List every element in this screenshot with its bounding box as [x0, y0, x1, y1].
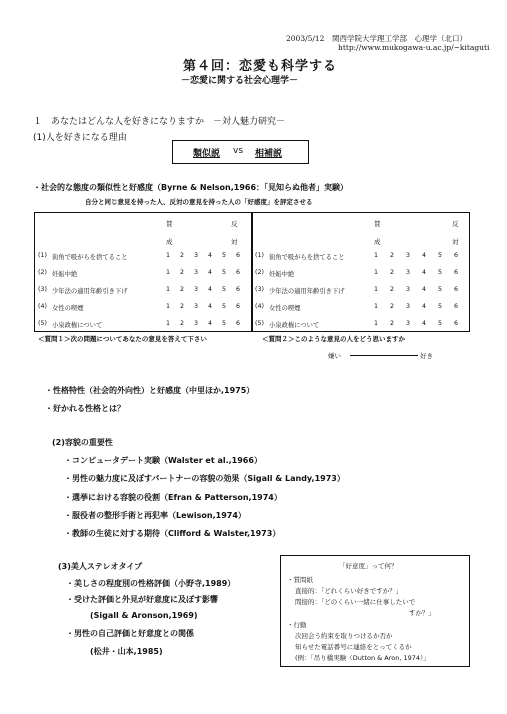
page-title: 第４回：恋愛も科学する: [183, 59, 338, 74]
table-row: (4) 女性の喫煙 1 2 3 4 5 6: [38, 303, 241, 312]
col-head-disagree: 反: [231, 220, 238, 228]
question-2: ＜質問２＞このような意見の人をどう思いますか: [262, 335, 405, 343]
table-row: (3) 少年法の適用年齢引き下げ 1 2 3 4 5 6: [255, 286, 459, 295]
subsection-3-heading: (3)美人ステレオタイプ: [58, 562, 143, 571]
list-item-citation: (松井・山本,1985): [90, 647, 163, 656]
list-item: ・男性の魅力度に及ぼすパートナーの容貌の効果（Sigall & Landy,1973）: [64, 474, 345, 483]
table-row: (4) 女性の喫煙 1 2 3 4 5 6: [255, 303, 459, 312]
header-url: http://www.mukogawa-u.ac.jp/~kitaguti: [338, 43, 490, 52]
likability-line: 知らせた電話番号に連絡をとってくるか: [295, 643, 412, 651]
list-item: ・コンピュータデート実験（Walster et al.,1966）: [64, 456, 262, 465]
list-item: ・選挙における容貌の役割（Efran & Patterson,1974）: [64, 493, 282, 502]
questionnaire-table-left: [34, 212, 253, 332]
list-item: ・男性の自己評価と好意度との関係: [66, 629, 194, 638]
list-item: ・服役者の整形手術と再犯率（Lewison,1974）: [64, 511, 246, 520]
question-1: ＜質問１＞次の問題についてあなたの意見を答えて下さい: [38, 335, 207, 343]
bullet-personality: ・性格特性（社会的外向性）と好感度（中里ほか,1975）: [45, 386, 255, 395]
theory-vs: vs: [233, 146, 244, 156]
likability-line: ・行動: [287, 621, 307, 629]
table-row: (5) 小泉政権について 1 2 3 4 5 6: [255, 320, 459, 329]
table-row: (1) 街角で吸がらを捨てること 1 2 3 4 5 6: [255, 252, 459, 261]
likability-line: (例：「吊り橋実験（Dutton & Aron, 1974）」: [295, 654, 430, 662]
bullet-liked-personality: ・好かれる性格とは？: [45, 404, 125, 413]
likability-line: 次回会う約束を取りつけるか否か: [295, 632, 393, 640]
bullet-similarity: ・社会的な態度の類似性と好感度（Byrne & Nelson,1966：「見知らぬ他者」実験）: [33, 183, 349, 192]
theory-complementarity: 相補説: [255, 149, 283, 159]
likability-line: 間接的：「どのくらい一緒に仕事したいで: [295, 598, 416, 606]
likability-line: ・質問紙: [287, 576, 313, 584]
table-row: (5) 小泉政権について 1 2 3 4 5 6: [38, 320, 241, 329]
list-item: ・教師の生徒に対する期待（Clifford & Walster,1973）: [64, 529, 281, 538]
col-head-disagree: 反: [452, 220, 459, 228]
scale-line: [350, 355, 418, 356]
list-item: ・美しさの程度別の性格評価（小野寺,1989）: [66, 579, 236, 588]
likability-line: すか？」: [409, 609, 435, 617]
questionnaire-table-right: [251, 212, 470, 332]
scale-dislike-label: 嫌い: [328, 352, 341, 360]
header-info: 2003/5/12 関西学院大学理工学部 心理学（北口）: [286, 34, 467, 43]
table-row: (3) 少年法の適用年齢引き下げ 1 2 3 4 5 6: [38, 286, 241, 295]
list-item-citation: (Sigall & Aronson,1969): [90, 611, 198, 620]
page-subtitle: －恋愛に関する社会心理学－: [181, 76, 299, 86]
section-1-heading: １ あなたはどんな人を好きになりますか －対人魅力研究－: [33, 117, 286, 127]
table-row: (2) 妊娠中絶 1 2 3 4 5 6: [38, 269, 241, 278]
table-row: (1) 街角で吸がらを捨てること 1 2 3 4 5 6: [38, 252, 241, 261]
similarity-note: 自分と同じ意見を持った人、反対の意見を持った人の「好感度」を評定させる: [85, 198, 313, 206]
subsection-1-heading: (1)人を好きになる理由: [33, 133, 127, 143]
theory-similarity: 類似説: [193, 149, 221, 159]
likability-line: 直接的：「どれくらい好きですか？」: [295, 587, 403, 595]
likability-box: [280, 555, 470, 667]
theory-box: [172, 140, 309, 164]
subsection-2-heading: (2)容貌の重要性: [52, 438, 113, 447]
col-head-disagree-2: 対: [452, 238, 459, 246]
col-head-agree: 賛: [374, 220, 381, 228]
col-head-agree-2: 成: [166, 238, 173, 246]
col-head-disagree-2: 対: [231, 238, 238, 246]
likability-title: 「好意度」って何？: [339, 562, 398, 570]
col-head-agree: 賛: [166, 220, 173, 228]
table-row: (2) 妊娠中絶 1 2 3 4 5 6: [255, 269, 459, 278]
scale-like-label: 好き: [420, 352, 433, 360]
list-item: ・受けた評価と外見が好意度に及ぼす影響: [66, 595, 218, 604]
col-head-agree-2: 成: [374, 238, 381, 246]
